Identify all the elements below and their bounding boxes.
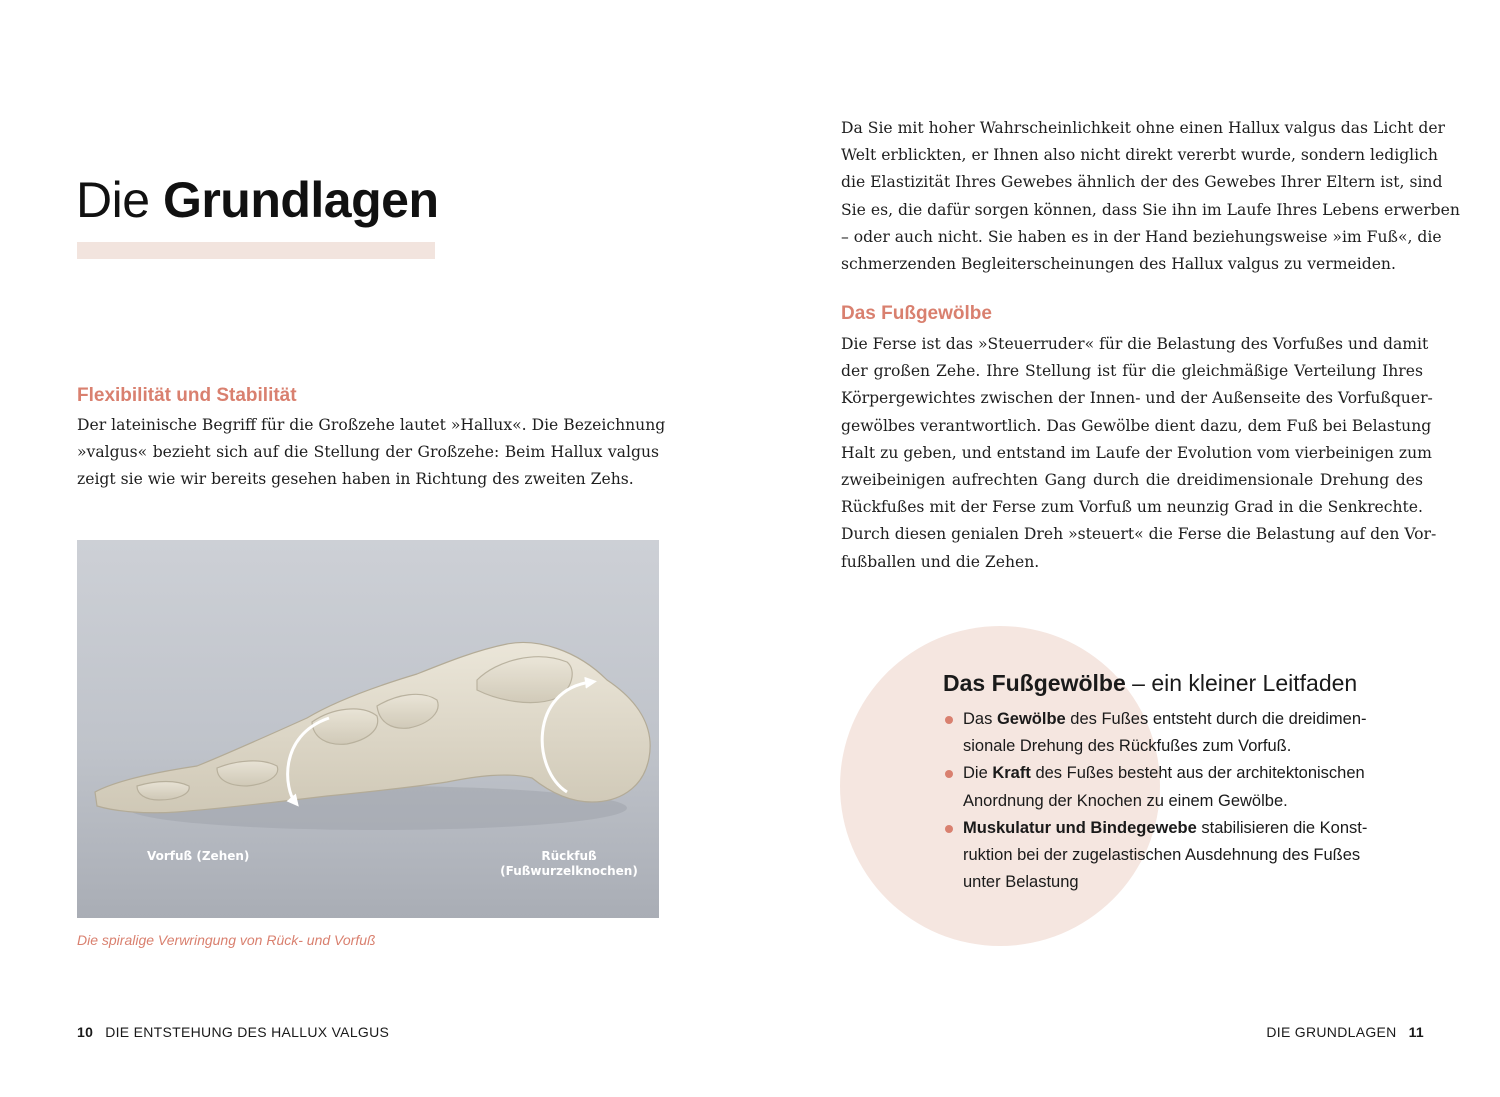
bullet-icon xyxy=(945,825,953,833)
list-item-keyword: Kraft xyxy=(992,764,1031,783)
footer-right xyxy=(1266,1023,1424,1041)
running-head-left: DIE ENTSTEHUNG DES HALLUX VALGUS xyxy=(105,1024,390,1040)
paragraph-line: zweibeinigen aufrechten Gang durch die dreidimensionale Drehung des xyxy=(841,471,1423,490)
bullet-icon xyxy=(945,716,953,724)
paragraph-line: die Elastizität Ihres Gewebes ähnlich der des Gewebes Ihrer Eltern ist, sind xyxy=(841,173,1443,192)
figure-caption: Die spiralige Verwringung von Rück- und Vorfuß xyxy=(77,932,376,948)
list-item-line: unter Belastung xyxy=(963,873,1079,892)
info-box-title-rest: – ein kleiner Leitfaden xyxy=(1125,670,1358,696)
paragraph-line: Der lateinische Begriff für die Großzehe lautet »Hallux«. Die Bezeichnung xyxy=(77,416,666,434)
label-forefoot: Vorfuß (Zehen) xyxy=(147,849,250,863)
hereditary-paragraph xyxy=(841,115,1460,278)
paragraph-line: – oder auch nicht. Sie haben es in der Hand beziehungsweise »im Fuß«, die xyxy=(841,227,1442,246)
paragraph-line: der großen Zehe. Ihre Stellung ist für die gleichmäßige Verteilung Ihres xyxy=(841,362,1423,381)
paragraph-line: Durch diesen genialen Dreh »steuert« die Ferse die Belastung auf den Vor- xyxy=(841,525,1437,544)
title-underline-bar xyxy=(77,242,435,259)
paragraph-line: Halt zu geben, und entstand im Laufe der Evolution vom vierbeinigen zum xyxy=(841,443,1432,462)
list-item-line: Anordnung der Knochen zu einem Gewölbe. xyxy=(963,791,1288,810)
chapter-title xyxy=(76,168,439,232)
list-item-line: Die Kraft des Fußes besteht aus der architektonischen xyxy=(963,764,1365,783)
paragraph-line: Sie es, die dafür sorgen können, dass Sie ihn im Laufe Ihres Lebens erwerben xyxy=(841,200,1460,219)
bullet-icon xyxy=(945,770,953,778)
chapter-title-bold: Grundlagen xyxy=(162,172,439,228)
foot-skeleton-photo xyxy=(77,540,659,918)
chapter-title-light: Die xyxy=(76,172,150,228)
intro-paragraph xyxy=(77,412,666,494)
paragraph-line: zeigt sie wie wir bereits gesehen haben in Richtung des zweiten Zehs. xyxy=(77,470,634,489)
label-rearfoot-detail: (Fußwurzelknochen) xyxy=(500,864,638,878)
info-box-list xyxy=(943,706,1423,896)
paragraph-line: Die Ferse ist das »Steuerruder« für die Belastung des Vorfußes und damit xyxy=(841,335,1429,353)
section-heading-flexibility: Flexibilität und Stabilität xyxy=(77,385,297,406)
list-item-keyword: Muskulatur und Bindegewebe xyxy=(963,818,1197,837)
list-item xyxy=(943,815,1423,897)
list-item-line: Das Gewölbe des Fußes entsteht durch die dreidimen- xyxy=(963,710,1367,728)
paragraph-line: schmerzenden Begleiterscheinungen des Hallux valgus zu vermeiden. xyxy=(841,255,1396,274)
list-item xyxy=(943,760,1423,814)
arch-paragraph xyxy=(841,331,1437,576)
paragraph-line: fußballen und die Zehen. xyxy=(841,552,1040,571)
page-number-left: 10 xyxy=(77,1024,94,1040)
paragraph-line: Da Sie mit hoher Wahrscheinlichkeit ohne einen Hallux valgus das Licht der xyxy=(841,119,1445,137)
paragraph-line: Rückfußes mit der Ferse zum Vorfuß um neunzig Grad in die Senkrechte. xyxy=(841,498,1423,517)
list-item-keyword: Gewölbe xyxy=(996,710,1066,728)
paragraph-line: gewölbes verantwortlich. Das Gewölbe dient dazu, dem Fuß bei Belastung xyxy=(841,416,1432,435)
info-box-title xyxy=(943,668,1357,698)
section-heading-arch: Das Fußgewölbe xyxy=(841,303,992,324)
list-item-line: Muskulatur und Bindegewebe stabilisieren die Konst- xyxy=(963,818,1368,837)
label-rearfoot: Rückfuß xyxy=(541,849,597,863)
running-head-right: DIE GRUNDLAGEN xyxy=(1266,1024,1397,1040)
paragraph-line: »valgus« bezieht sich auf die Stellung der Großzehe: Beim Hallux valgus xyxy=(77,443,659,462)
paragraph-line: Körpergewichtes zwischen der Innen- und der Außenseite des Vorfußquer- xyxy=(841,389,1433,408)
paragraph-line: Welt erblickten, er Ihnen also nicht direkt vererbt wurde, sondern lediglich xyxy=(841,146,1438,165)
list-item xyxy=(943,706,1423,760)
list-item-line: sionale Drehung des Rückfußes zum Vorfuß. xyxy=(963,737,1292,756)
page-number-right: 11 xyxy=(1408,1024,1424,1040)
footer-left xyxy=(77,1023,389,1041)
info-box-title-bold: Das Fußgewölbe xyxy=(943,670,1126,696)
list-item-line: ruktion bei der zugelastischen Ausdehnung des Fußes xyxy=(963,846,1361,865)
